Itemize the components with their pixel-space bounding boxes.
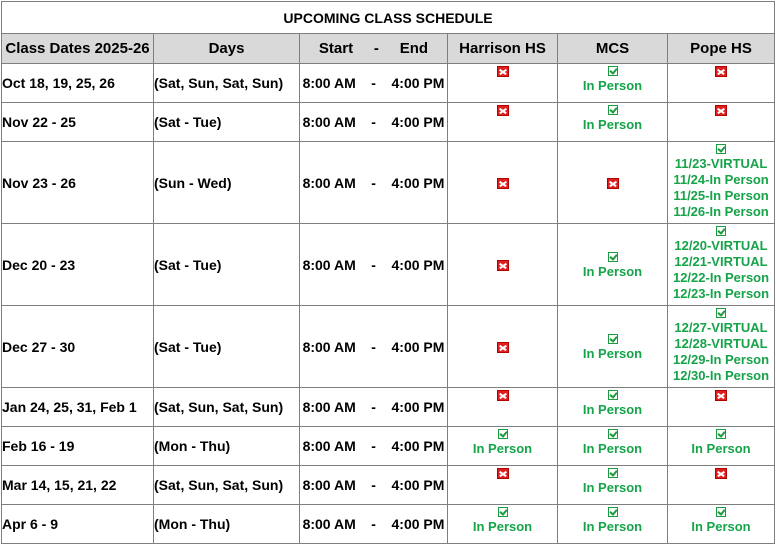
status-icon-wrap	[558, 176, 667, 190]
mcs-status-cell	[558, 427, 668, 466]
schedule-row	[2, 142, 775, 224]
available-check-icon	[608, 390, 618, 400]
schedule-row	[2, 427, 775, 466]
status-icon-wrap	[558, 427, 667, 441]
session-date-label: 11/26-In Person	[673, 204, 769, 219]
days-cell: (Mon - Thu)	[154, 505, 300, 544]
harrison-status-cell	[448, 466, 558, 505]
unavailable-x-icon	[715, 66, 727, 77]
status-icon-wrap	[668, 505, 774, 519]
in-person-label: In Person	[582, 402, 643, 417]
status-icon-wrap	[558, 250, 667, 264]
status-icon-wrap	[448, 340, 557, 354]
status-icon-wrap	[668, 466, 774, 480]
time-cell: 8:00 AM - 4:00 PM	[300, 427, 448, 466]
class-dates-cell: Feb 16 - 19	[2, 427, 154, 466]
unavailable-x-icon	[497, 178, 509, 189]
pope-status-cell	[668, 224, 775, 306]
status-icon-wrap	[448, 466, 557, 480]
unavailable-x-icon	[715, 468, 727, 479]
session-date-label: 12/22-In Person	[672, 270, 770, 285]
unavailable-x-icon	[497, 390, 509, 401]
schedule-row	[2, 224, 775, 306]
time-cell: 8:00 AM - 4:00 PM	[300, 142, 448, 224]
days-cell: (Sat, Sun, Sat, Sun)	[154, 64, 300, 103]
days-cell: (Sat - Tue)	[154, 306, 300, 388]
header-days: Days	[154, 34, 300, 64]
pope-status-cell	[668, 505, 775, 544]
available-check-icon	[716, 144, 726, 154]
harrison-status-cell	[448, 306, 558, 388]
header-pope-hs: Pope HS	[668, 34, 775, 64]
class-dates-cell: Oct 18, 19, 25, 26	[2, 64, 154, 103]
schedule-row	[2, 466, 775, 505]
in-person-label: In Person	[691, 441, 751, 456]
in-person-label: In Person	[582, 441, 643, 456]
header-harrison-hs: Harrison HS	[448, 34, 558, 64]
time-cell: 8:00 AM - 4:00 PM	[300, 103, 448, 142]
mcs-status-cell	[558, 142, 668, 224]
available-check-icon	[608, 252, 618, 262]
mcs-status-cell	[558, 466, 668, 505]
harrison-status-cell	[448, 103, 558, 142]
status-icon-wrap	[558, 505, 667, 519]
mcs-status-cell	[558, 388, 668, 427]
pope-status-cell	[668, 64, 775, 103]
in-person-label: In Person	[472, 519, 533, 534]
class-dates-cell: Apr 6 - 9	[2, 505, 154, 544]
status-icon-wrap	[668, 388, 774, 402]
in-person-label: In Person	[582, 78, 643, 93]
status-icon-wrap	[668, 306, 774, 320]
status-icon-wrap	[668, 64, 774, 78]
pope-status-cell	[668, 466, 775, 505]
time-cell: 8:00 AM - 4:00 PM	[300, 306, 448, 388]
in-person-label: In Person	[582, 117, 643, 132]
session-date-label: 11/25-In Person	[673, 188, 769, 203]
available-check-icon	[716, 308, 726, 318]
in-person-label: In Person	[691, 519, 751, 534]
mcs-status-cell	[558, 505, 668, 544]
available-check-icon	[608, 507, 618, 517]
class-dates-cell: Mar 14, 15, 21, 22	[2, 466, 154, 505]
time-cell: 8:00 AM - 4:00 PM	[300, 388, 448, 427]
header-class-dates: Class Dates 2025-26	[2, 34, 154, 64]
days-cell: (Sat - Tue)	[154, 224, 300, 306]
available-check-icon	[608, 105, 618, 115]
days-cell: (Mon - Thu)	[154, 427, 300, 466]
unavailable-x-icon	[497, 342, 509, 353]
schedule-row	[2, 103, 775, 142]
available-check-icon	[608, 334, 618, 344]
status-icon-wrap	[668, 103, 774, 117]
time-cell: 8:00 AM - 4:00 PM	[300, 505, 448, 544]
days-cell: (Sat, Sun, Sat, Sun)	[154, 388, 300, 427]
harrison-status-cell	[448, 224, 558, 306]
harrison-status-cell	[448, 388, 558, 427]
status-icon-wrap	[448, 258, 557, 272]
session-date-label: 12/20-VIRTUAL	[674, 238, 768, 253]
harrison-status-cell	[448, 142, 558, 224]
available-check-icon	[716, 429, 726, 439]
session-date-label: 12/21-VIRTUAL	[674, 254, 768, 269]
session-date-label: 12/30-In Person	[672, 368, 770, 383]
status-icon-wrap	[448, 505, 557, 519]
mcs-status-cell	[558, 64, 668, 103]
time-cell: 8:00 AM - 4:00 PM	[300, 64, 448, 103]
schedule-title: UPCOMING CLASS SCHEDULE	[2, 2, 775, 34]
status-icon-wrap	[448, 103, 557, 117]
available-check-icon	[498, 429, 508, 439]
schedule-row	[2, 64, 775, 103]
session-date-label: 11/23-VIRTUAL	[674, 156, 768, 171]
harrison-status-cell	[448, 505, 558, 544]
header-mcs: MCS	[558, 34, 668, 64]
days-cell: (Sat, Sun, Sat, Sun)	[154, 466, 300, 505]
available-check-icon	[498, 507, 508, 517]
status-icon-wrap	[448, 64, 557, 78]
status-icon-wrap	[668, 427, 774, 441]
available-check-icon	[716, 226, 726, 236]
schedule-row	[2, 505, 775, 544]
pope-status-cell	[668, 427, 775, 466]
status-icon-wrap	[448, 427, 557, 441]
status-icon-wrap	[668, 142, 774, 156]
mcs-status-cell	[558, 103, 668, 142]
session-date-label: 12/29-In Person	[672, 352, 770, 367]
status-icon-wrap	[558, 466, 667, 480]
mcs-status-cell	[558, 306, 668, 388]
class-dates-cell: Nov 22 - 25	[2, 103, 154, 142]
unavailable-x-icon	[715, 390, 727, 401]
in-person-label: In Person	[472, 441, 533, 456]
schedule-body	[2, 64, 775, 544]
time-cell: 8:00 AM - 4:00 PM	[300, 224, 448, 306]
pope-status-cell	[668, 142, 775, 224]
harrison-status-cell	[448, 427, 558, 466]
in-person-label: In Person	[582, 519, 643, 534]
available-check-icon	[608, 468, 618, 478]
pope-status-cell	[668, 306, 775, 388]
status-icon-wrap	[448, 388, 557, 402]
available-check-icon	[608, 66, 618, 76]
available-check-icon	[608, 429, 618, 439]
mcs-status-cell	[558, 224, 668, 306]
session-date-label: 12/23-In Person	[672, 286, 770, 301]
status-icon-wrap	[558, 332, 667, 346]
harrison-status-cell	[448, 64, 558, 103]
unavailable-x-icon	[497, 260, 509, 271]
header-start-end: Start - End	[300, 34, 448, 64]
status-icon-wrap	[558, 103, 667, 117]
unavailable-x-icon	[607, 178, 619, 189]
session-date-label: 12/27-VIRTUAL	[674, 320, 768, 335]
pope-status-cell	[668, 388, 775, 427]
status-icon-wrap	[558, 64, 667, 78]
unavailable-x-icon	[497, 66, 509, 77]
status-icon-wrap	[448, 176, 557, 190]
session-date-label: 12/28-VIRTUAL	[674, 336, 768, 351]
unavailable-x-icon	[497, 468, 509, 479]
in-person-label: In Person	[582, 263, 643, 279]
available-check-icon	[716, 507, 726, 517]
time-cell: 8:00 AM - 4:00 PM	[300, 466, 448, 505]
schedule-row	[2, 306, 775, 388]
in-person-label: In Person	[582, 480, 643, 495]
class-dates-cell: Nov 23 - 26	[2, 142, 154, 224]
session-date-label: 11/24-In Person	[673, 172, 769, 187]
pope-status-cell	[668, 103, 775, 142]
days-cell: (Sun - Wed)	[154, 142, 300, 224]
class-dates-cell: Jan 24, 25, 31, Feb 1	[2, 388, 154, 427]
status-icon-wrap	[558, 388, 667, 402]
class-dates-cell: Dec 27 - 30	[2, 306, 154, 388]
unavailable-x-icon	[497, 105, 509, 116]
in-person-label: In Person	[582, 345, 643, 361]
class-dates-cell: Dec 20 - 23	[2, 224, 154, 306]
unavailable-x-icon	[715, 105, 727, 116]
status-icon-wrap	[668, 224, 774, 238]
class-schedule-table	[1, 1, 775, 544]
schedule-row	[2, 388, 775, 427]
days-cell: (Sat - Tue)	[154, 103, 300, 142]
